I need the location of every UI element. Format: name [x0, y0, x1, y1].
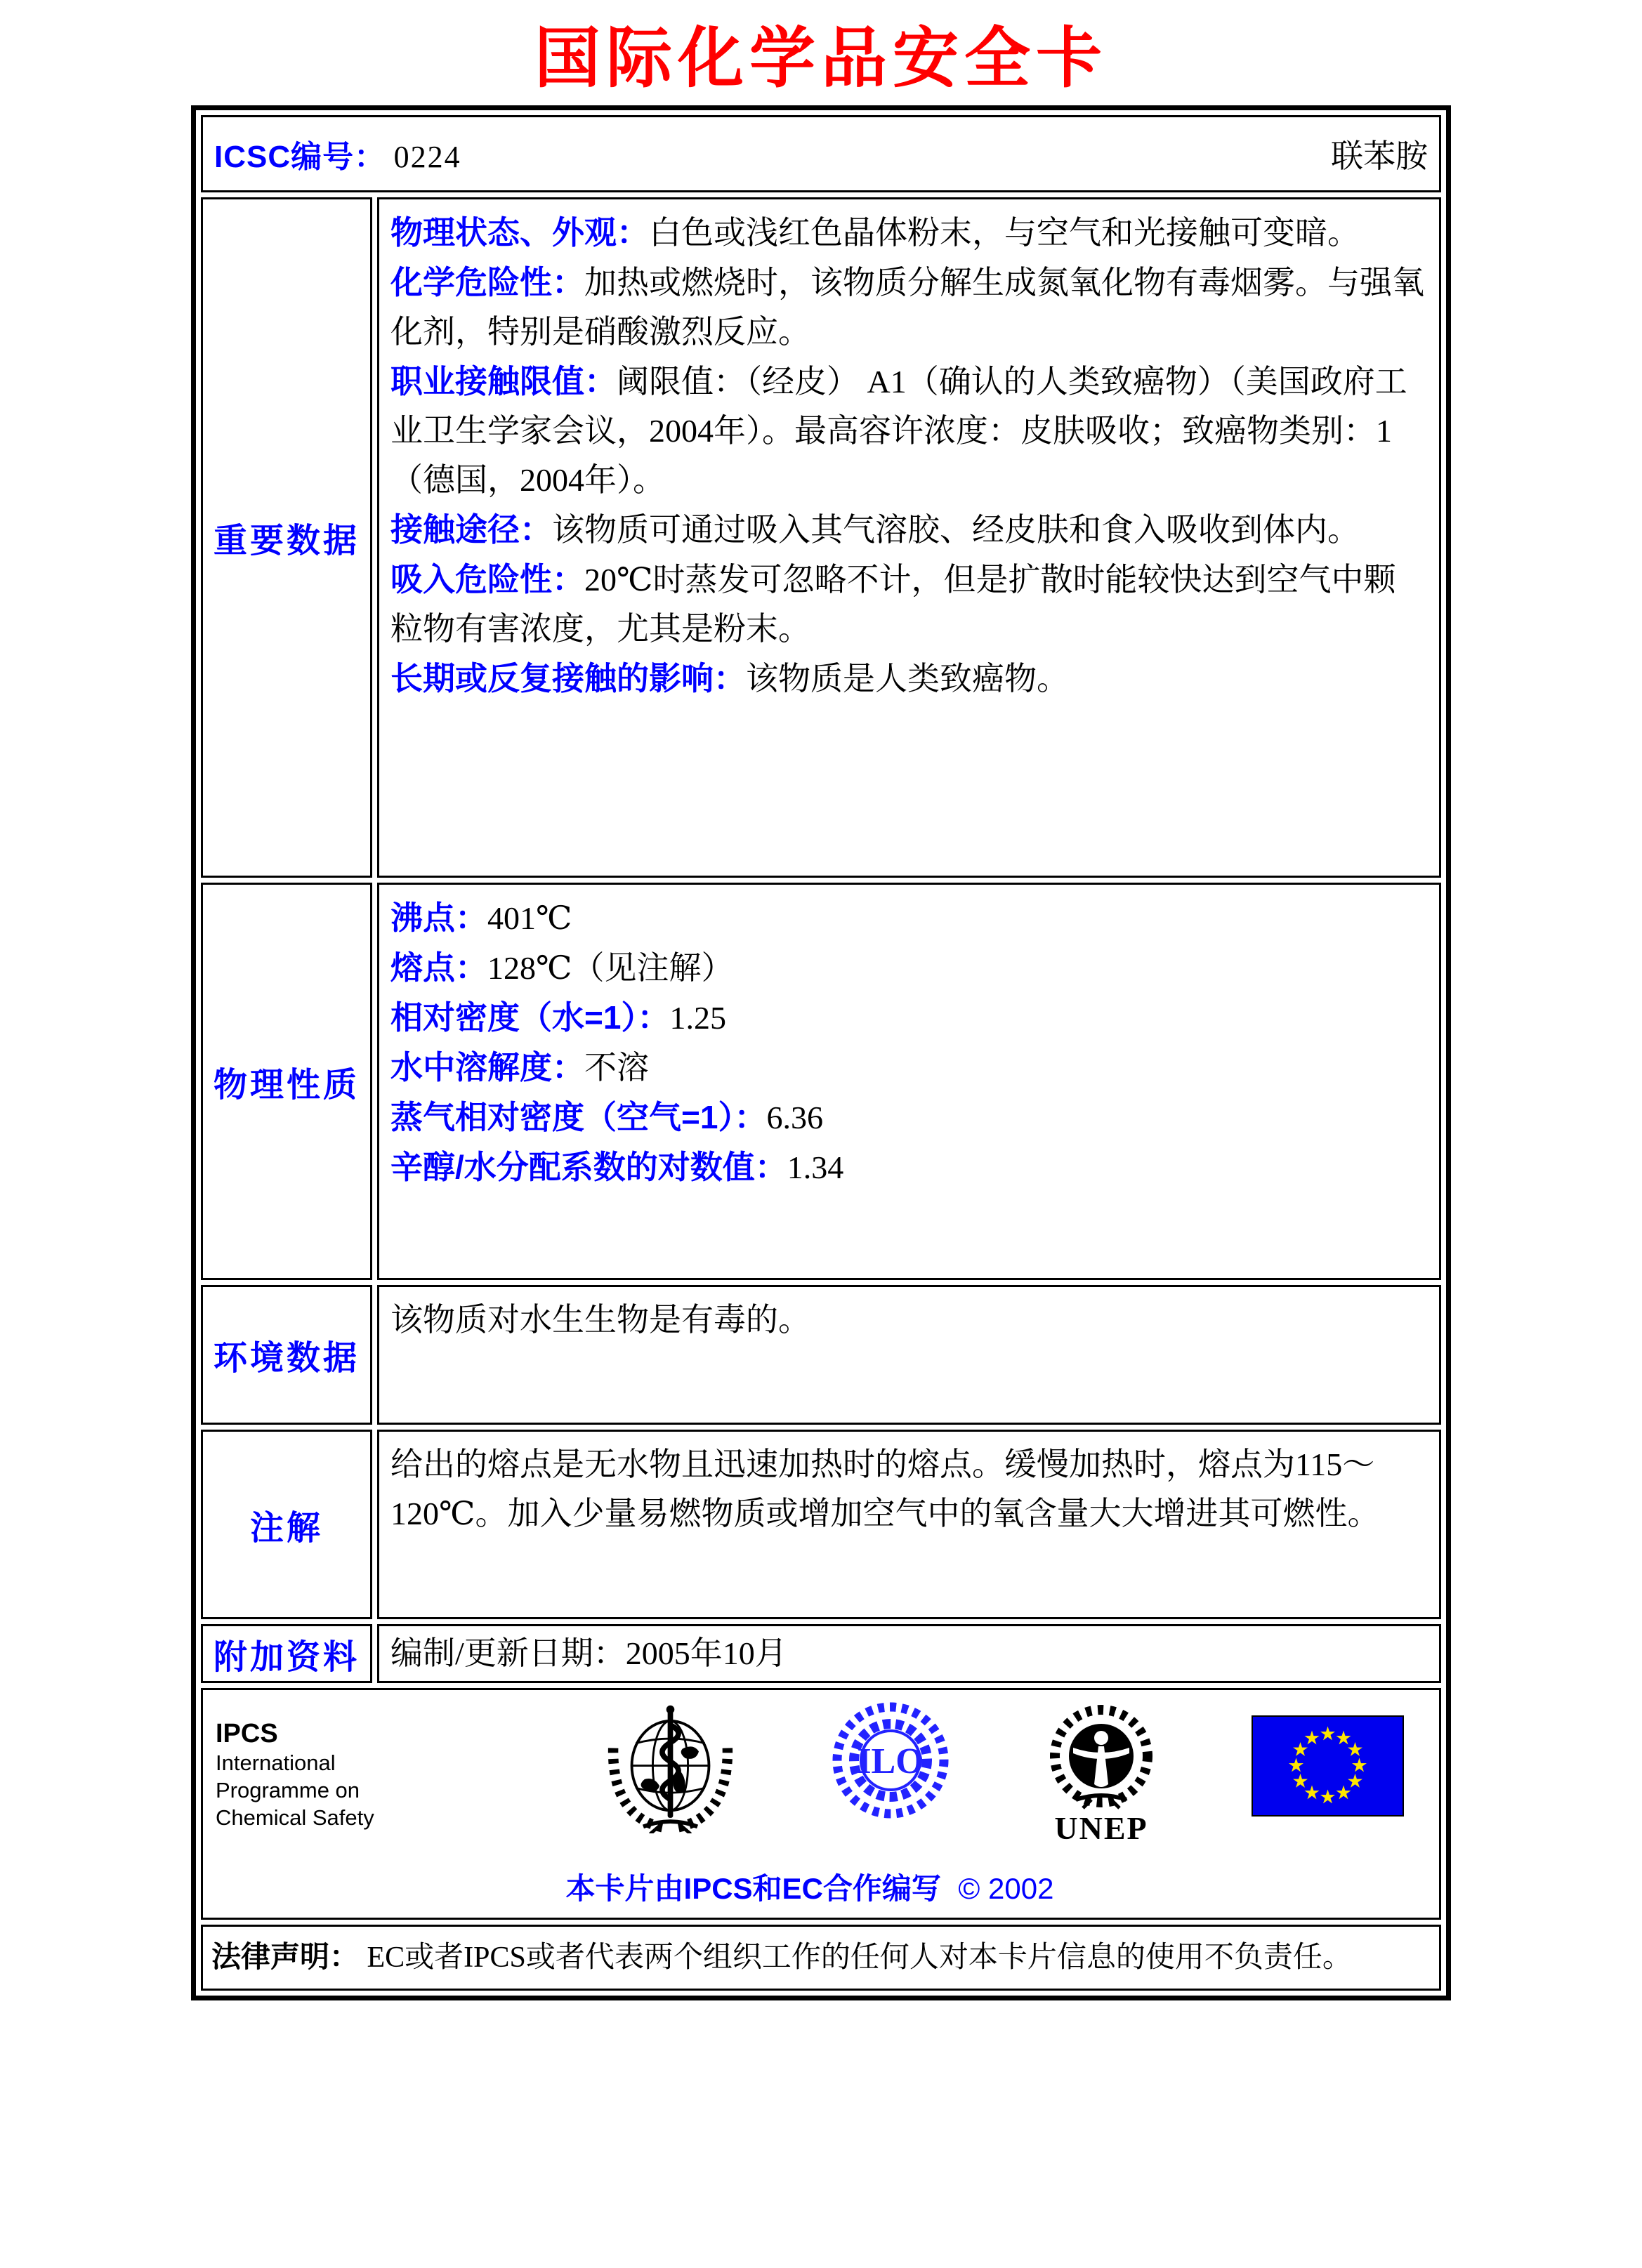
- section-row-environmental-data: [201, 1285, 1441, 1425]
- entry-vapor-density: 蒸气相对密度（空气=1）：6.36: [390, 1099, 823, 1135]
- section-content-physical-properties: [377, 883, 1441, 1280]
- section-content-additional-info: [377, 1624, 1441, 1683]
- logos-row: [201, 1688, 1441, 1920]
- section-content-important-data: [377, 197, 1441, 878]
- who-logo-icon: [602, 1701, 739, 1841]
- entry-relative-density: 相对密度（水=1）：1.25: [390, 999, 726, 1036]
- section-label-additional-info: 附加资料: [213, 1638, 360, 1676]
- caption-text: 本卡片由IPCS和EC合作编写: [565, 1872, 941, 1905]
- entry-boiling-point: 沸点：401℃: [390, 899, 572, 936]
- page-title: 国际化学品安全卡: [534, 22, 1108, 95]
- cooperation-caption: [216, 1866, 1404, 1908]
- eu-flag-icon: [1252, 1701, 1404, 1824]
- logos-cell: [201, 1688, 1441, 1920]
- entry-physical-state: 物理状态、外观：白色或浅红色晶体粉末，与空气和光接触可变暗。: [390, 214, 1360, 251]
- entry-inhalation-risk: 吸入危险性：20℃时蒸发可忽略不计，但是扩散时能较快达到空气中颗粒物有害浓度，尤其是粉末。: [390, 561, 1396, 647]
- unep-logo-icon: [1042, 1701, 1160, 1853]
- entry-chemical-danger: 化学危险性：加热或燃烧时，该物质分解生成氮氧化物有毒烟雾。与强氧化剂，特别是硝酸激烈反应。: [390, 264, 1424, 350]
- entry-update-date: 编制/更新日期：2005年10月: [390, 1635, 787, 1671]
- entry-water-solubility: 水中溶解度：不溶: [390, 1049, 649, 1086]
- entry-occupational-limit: 职业接触限值：阈限值：（经皮） A1（确认的人类致癌物）（美国政府工业卫生学家会议，2004年）。最高容许浓度：皮肤吸收；致癌物类别：1（德国，2004年）。: [390, 363, 1407, 498]
- ipcs-text-block: IPCS International Programme on Chemical Safety: [216, 1701, 511, 1831]
- section-row-physical-properties: [201, 883, 1441, 1280]
- section-label-physical-properties: 物理性质: [213, 1066, 360, 1104]
- section-label-notes: 注解: [249, 1509, 323, 1547]
- section-label-cell-important-data: [201, 197, 372, 878]
- ipcs-title: IPCS: [216, 1719, 278, 1748]
- entry-environmental-text: 该物质对水生生物是有毒的。: [390, 1302, 810, 1338]
- unep-wordmark: UNEP: [1054, 1810, 1148, 1845]
- section-label-cell-physical-properties: [201, 883, 372, 1280]
- header-row: [201, 115, 1441, 192]
- ilo-wordmark: ILO: [857, 1741, 924, 1781]
- section-label-environmental-data: 环境数据: [213, 1340, 360, 1377]
- ilo-logo-icon: [830, 1701, 951, 1827]
- icsc-number-value: 0224: [393, 140, 461, 174]
- section-label-cell-additional-info: [201, 1624, 372, 1683]
- legal-label: 法律声明：: [211, 1940, 360, 1973]
- section-content-environmental-data: [377, 1285, 1441, 1425]
- entry-octanol-water-coefficient: 辛醇/水分配系数的对数值：1.34: [390, 1149, 844, 1185]
- section-label-cell-environmental-data: [201, 1285, 372, 1425]
- chemical-name: 联苯胺: [1331, 138, 1428, 174]
- icsc-number-label: ICSC编号：: [214, 140, 386, 174]
- legal-cell: [201, 1925, 1441, 1991]
- entry-melting-point: 熔点：128℃（见注解）: [390, 949, 734, 986]
- section-row-notes: [201, 1430, 1441, 1619]
- section-row-additional-info: [201, 1624, 1441, 1683]
- section-label-important-data: 重要数据: [213, 522, 360, 560]
- section-row-important-data: [201, 197, 1441, 878]
- section-label-cell-notes: [201, 1430, 372, 1619]
- header-cell: [201, 115, 1441, 192]
- entry-long-term-effects: 长期或反复接触的影响：该物质是人类致癌物。: [390, 660, 1069, 697]
- icsc-number-group: [214, 131, 461, 176]
- legal-text: EC或者IPCS或者代表两个组织工作的任何人对本卡片信息的使用不负责任。: [367, 1941, 1352, 1974]
- copyright-text: © 2002: [958, 1872, 1054, 1905]
- entry-exposure-routes: 接触途径：该物质可通过吸入其气溶胶、经皮肤和食入吸收到体内。: [390, 511, 1360, 548]
- legal-row: [201, 1925, 1441, 1991]
- section-content-notes: [377, 1430, 1441, 1619]
- icsc-card-table: [191, 105, 1451, 2000]
- entry-notes-text: 给出的熔点是无水物且迅速加热时的熔点。缓慢加热时，熔点为115～120℃。加入少量易燃物质或增加空气中的氧含量大大增进其可燃性。: [390, 1446, 1380, 1531]
